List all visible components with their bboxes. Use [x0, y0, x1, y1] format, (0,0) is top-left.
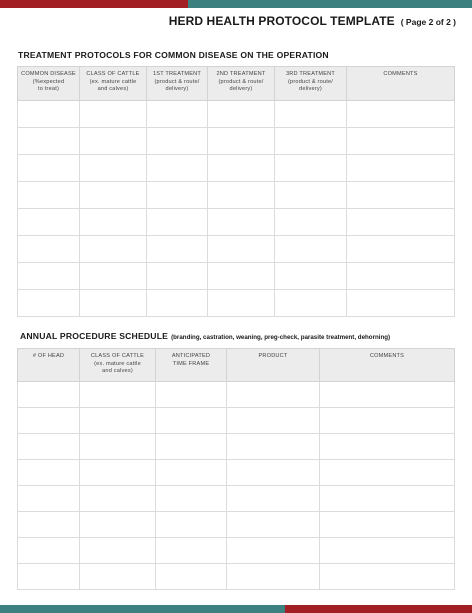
column-header-note: (ex. mature cattle — [94, 360, 141, 367]
table-row — [18, 182, 455, 209]
table-cell[interactable] — [320, 538, 455, 564]
table-cell[interactable] — [80, 434, 156, 460]
table-cell[interactable] — [18, 101, 80, 128]
column-header-note: delivery) — [229, 86, 253, 93]
table-cell[interactable] — [80, 155, 147, 182]
table-cell[interactable] — [320, 382, 455, 408]
column-header-label: 1ST TREATMENT — [153, 71, 201, 77]
table-cell[interactable] — [275, 263, 347, 290]
table-cell[interactable] — [347, 128, 455, 155]
table-row — [18, 564, 455, 590]
column-header-label: COMMON DISEASE — [21, 71, 76, 77]
column-header-label: PRODUCT — [258, 353, 288, 359]
column-header-note: to treat) — [37, 86, 60, 93]
column-header-label: ANTICIPATED — [171, 353, 211, 359]
table-cell[interactable] — [227, 486, 320, 512]
table-cell[interactable] — [18, 564, 80, 590]
table-cell[interactable] — [147, 263, 208, 290]
table-cell[interactable] — [347, 290, 455, 317]
table-cell[interactable] — [227, 564, 320, 590]
table-row — [18, 101, 455, 128]
table-cell[interactable] — [80, 538, 156, 564]
table-cell[interactable] — [147, 209, 208, 236]
column-header-note: (product & route/ — [287, 78, 334, 85]
bottom-red-bar — [285, 605, 472, 613]
section-title-treatment — [18, 50, 329, 60]
column-header-note: (product & route/ — [154, 78, 200, 85]
table-cell[interactable] — [275, 182, 347, 209]
table-cell[interactable] — [18, 434, 80, 460]
table-cell[interactable] — [18, 263, 80, 290]
table-cell[interactable] — [347, 209, 455, 236]
table-header-row — [18, 67, 455, 101]
column-header — [227, 349, 320, 382]
top-teal-bar — [188, 0, 472, 8]
table-cell[interactable] — [208, 263, 275, 290]
table-cell[interactable] — [80, 512, 156, 538]
bottom-teal-bar — [0, 605, 285, 613]
table-row — [18, 408, 455, 434]
table-row — [18, 209, 455, 236]
table-cell[interactable] — [156, 408, 227, 434]
column-header-note: (ex. mature cattle — [89, 78, 137, 85]
table-cell[interactable] — [347, 263, 455, 290]
table-cell[interactable] — [18, 182, 80, 209]
table-cell[interactable] — [80, 236, 147, 263]
table-row — [18, 128, 455, 155]
column-header-note: (product & route/ — [218, 78, 264, 85]
table-cell[interactable] — [320, 434, 455, 460]
table-cell[interactable] — [156, 460, 227, 486]
table-cell[interactable] — [18, 290, 80, 317]
table-cell[interactable] — [275, 155, 347, 182]
table-cell[interactable] — [208, 128, 275, 155]
table-cell[interactable] — [320, 512, 455, 538]
table-row — [18, 155, 455, 182]
column-header-label: 3RD TREATMENT — [285, 71, 335, 77]
table-cell[interactable] — [275, 236, 347, 263]
table-cell[interactable] — [80, 486, 156, 512]
table-cell[interactable] — [18, 460, 80, 486]
table-cell[interactable] — [80, 408, 156, 434]
table-cell[interactable] — [347, 236, 455, 263]
table-cell[interactable] — [320, 460, 455, 486]
table-cell[interactable] — [320, 408, 455, 434]
table-cell[interactable] — [147, 101, 208, 128]
table-cell[interactable] — [275, 290, 347, 317]
column-header — [18, 349, 80, 382]
section-title-treatment-text: TREATMENT PROTOCOLS FOR COMMON DISEASE ON THE OPERATION — [18, 50, 329, 60]
column-header-label: CLASS OF CATTLE — [90, 353, 145, 359]
column-header — [80, 67, 147, 101]
table-cell[interactable] — [147, 290, 208, 317]
table-cell[interactable] — [227, 538, 320, 564]
section-subtitle-procedures: (branding, castration, weaning, preg-check, parasite treatment, dehorning) — [171, 334, 391, 341]
column-header-label: CLASS OF CATTLE — [86, 71, 140, 77]
table-row — [18, 512, 455, 538]
table-cell[interactable] — [347, 182, 455, 209]
table-cell[interactable] — [208, 101, 275, 128]
table-row — [18, 382, 455, 408]
table-row — [18, 460, 455, 486]
column-header-note: delivery) — [165, 86, 189, 93]
table-cell[interactable] — [80, 382, 156, 408]
table-cell[interactable] — [208, 290, 275, 317]
column-header-label: COMMENTS — [383, 71, 418, 77]
treatment-protocols-table — [17, 66, 455, 317]
table-cell[interactable] — [147, 155, 208, 182]
column-header — [147, 67, 208, 101]
column-header — [347, 67, 455, 101]
table-cell[interactable] — [80, 460, 156, 486]
table-cell[interactable] — [80, 263, 147, 290]
page-title: HERD HEALTH PROTOCOL TEMPLATE — [168, 14, 395, 28]
table-cell[interactable] — [320, 564, 455, 590]
table-cell[interactable] — [208, 209, 275, 236]
table-cell[interactable] — [156, 486, 227, 512]
table-cell[interactable] — [80, 564, 156, 590]
column-header-label: 2ND TREATMENT — [216, 71, 266, 77]
table-cell[interactable] — [275, 209, 347, 236]
table-cell[interactable] — [208, 182, 275, 209]
table-header-row — [18, 349, 455, 382]
table-cell[interactable] — [18, 128, 80, 155]
procedure-schedule-table — [17, 348, 455, 590]
table-cell[interactable] — [347, 101, 455, 128]
table-cell[interactable] — [18, 155, 80, 182]
table-row — [18, 538, 455, 564]
table-cell[interactable] — [147, 182, 208, 209]
table-cell[interactable] — [156, 564, 227, 590]
table-cell[interactable] — [227, 460, 320, 486]
table-row — [18, 486, 455, 512]
section-title-procedures-text: ANNUAL PROCEDURE SCHEDULE — [20, 331, 169, 341]
table-cell[interactable] — [208, 236, 275, 263]
table-cell[interactable] — [147, 128, 208, 155]
column-header — [275, 67, 347, 101]
table-cell[interactable] — [18, 512, 80, 538]
table-cell[interactable] — [227, 434, 320, 460]
column-header — [208, 67, 275, 101]
table-cell[interactable] — [156, 512, 227, 538]
column-header-label: # OF HEAD — [32, 353, 65, 359]
column-header — [320, 349, 455, 382]
column-header-note: TIME FRAME — [172, 360, 210, 367]
table-cell[interactable] — [18, 236, 80, 263]
table-cell[interactable] — [18, 538, 80, 564]
column-header-note: (%expected — [32, 78, 65, 85]
table-cell[interactable] — [320, 486, 455, 512]
table-row — [18, 290, 455, 317]
table-cell[interactable] — [156, 382, 227, 408]
column-header-label: COMMENTS — [369, 353, 405, 359]
page-number: ( Page 2 of 2 ) — [400, 17, 456, 27]
column-header-note: and calves) — [97, 86, 129, 93]
table-cell[interactable] — [18, 408, 80, 434]
table-cell[interactable] — [347, 155, 455, 182]
table-row — [18, 236, 455, 263]
table-row — [18, 263, 455, 290]
table-cell[interactable] — [80, 209, 147, 236]
column-header-note: and calves) — [102, 368, 133, 375]
table-cell[interactable] — [18, 486, 80, 512]
table-cell[interactable] — [227, 512, 320, 538]
table-cell[interactable] — [18, 382, 80, 408]
table-cell[interactable] — [156, 538, 227, 564]
table-cell[interactable] — [80, 182, 147, 209]
column-header — [156, 349, 227, 382]
top-red-bar — [0, 0, 188, 8]
table-cell[interactable] — [275, 101, 347, 128]
table-cell[interactable] — [156, 434, 227, 460]
table-cell[interactable] — [208, 155, 275, 182]
table-row — [18, 434, 455, 460]
table-cell[interactable] — [227, 382, 320, 408]
table-cell[interactable] — [275, 128, 347, 155]
section-title-procedures — [20, 331, 390, 341]
table-cell[interactable] — [80, 128, 147, 155]
column-header — [18, 67, 80, 101]
table-cell[interactable] — [18, 209, 80, 236]
column-header-note: delivery) — [299, 86, 322, 93]
page-header — [169, 14, 456, 28]
table-cell[interactable] — [147, 236, 208, 263]
table-cell[interactable] — [80, 101, 147, 128]
table-cell[interactable] — [80, 290, 147, 317]
table-cell[interactable] — [227, 408, 320, 434]
column-header — [80, 349, 156, 382]
